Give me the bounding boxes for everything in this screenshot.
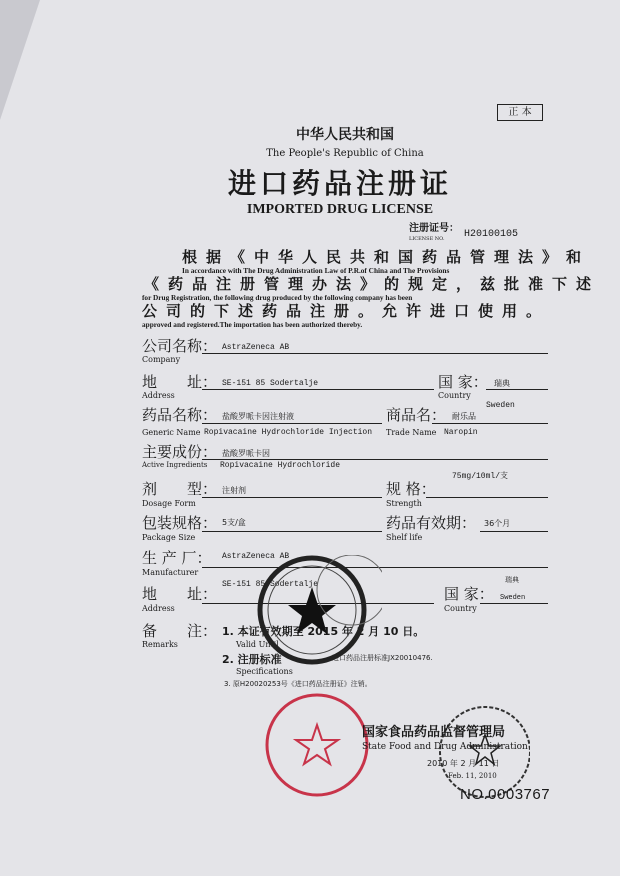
remarks-item-1-en: Valid Until bbox=[236, 640, 279, 649]
mfr-address-label: 地 址： bbox=[142, 585, 218, 603]
remarks-item-2: 2. 注册标准 bbox=[222, 653, 282, 666]
preamble-zh-1: 根据《中华人民共和国药品管理法》和 bbox=[182, 248, 591, 266]
mfr-address-label-en: Address bbox=[142, 604, 175, 613]
issuer-zh: 国家食品药品监督管理局 bbox=[362, 725, 506, 740]
trade-name-label-en: Trade Name bbox=[386, 428, 437, 437]
mfr-country-value-en: Sweden bbox=[500, 594, 526, 602]
country-en: The People's Republic of China bbox=[266, 148, 424, 159]
company-seal-red bbox=[262, 690, 372, 800]
active-value-en: Ropivacaine Hydrochloride bbox=[220, 461, 341, 470]
active-ingredients-label: 主要成份： bbox=[142, 443, 218, 461]
mfr-country-value-zh: 瑞典 bbox=[505, 576, 519, 584]
dosage-form-label: 剂 型： bbox=[142, 480, 218, 498]
license-number: H20100105 bbox=[464, 229, 519, 240]
trade-name-value-zh: 耐乐品 bbox=[452, 412, 476, 421]
preamble-en-1: In accordance with The Drug Administration Law of P.R.of China and The Provisions bbox=[182, 266, 450, 275]
strength-value: 75mg/10ml/支 bbox=[452, 472, 509, 481]
preamble-zh-3: 公司的下述药品注册。允许进口使用。 bbox=[142, 302, 551, 320]
shelf-life-label-en: Shelf life bbox=[386, 533, 423, 542]
mfr-address-value: SE-151 85 Sodertalje bbox=[222, 580, 319, 589]
trade-name-label: 商品名： bbox=[386, 406, 447, 424]
remarks-item-2-value: 进口药品注册标准JX20010476. bbox=[332, 654, 433, 662]
company-seal-black bbox=[242, 555, 382, 675]
title-zh: 进口药品注册证 bbox=[227, 167, 452, 200]
remarks-item-1: 1. 本证有效期至 2015 年 2 月 10 日。 bbox=[222, 625, 425, 638]
package-size-value: 5支/盒 bbox=[222, 518, 246, 527]
title-en: IMPORTED DRUG LICENSE bbox=[246, 202, 434, 217]
company-label-en: Company bbox=[142, 355, 181, 364]
preamble-en-3: approved and registered.The importation has been authorized thereby. bbox=[142, 320, 363, 329]
active-value-zh: 盐酸罗哌卡因 bbox=[222, 449, 270, 458]
original-copy-box: 正 本 bbox=[497, 104, 543, 121]
package-size-label: 包装规格： bbox=[142, 514, 218, 532]
strength-label: 规 格： bbox=[386, 480, 436, 498]
company-value: AstraZeneca AB bbox=[222, 343, 290, 352]
country-zh: 中华人民共和国 bbox=[296, 127, 394, 143]
remarks-label-en: Remarks bbox=[142, 640, 178, 649]
remarks-item-2-en: Specifications bbox=[236, 667, 293, 676]
country-value-en: Sweden bbox=[486, 401, 515, 410]
package-size-label-en: Package Size bbox=[142, 533, 196, 542]
trade-name-value-en: Naropin bbox=[444, 428, 478, 437]
remarks-item-3: 3. 原H20020253号《进口药品注册证》注销。 bbox=[224, 680, 372, 688]
generic-name-value-en: Ropivacaine Hydrochloride Injection bbox=[204, 428, 373, 437]
mfr-country-label-en: Country bbox=[444, 604, 477, 613]
preamble-en-2: for Drug Registration, the following drug produced by the following company has been bbox=[142, 293, 413, 302]
issue-date: 2010 年 2 月 11 日 bbox=[427, 759, 500, 768]
company-label: 公司名称： bbox=[142, 337, 218, 355]
mfr-country-label: 国 家： bbox=[444, 585, 494, 603]
issuer-en: State Food and Drug Administration bbox=[362, 742, 528, 752]
dosage-form-value: 注射剂 bbox=[222, 486, 246, 495]
active-ingredients-label-en: Active Ingredients bbox=[142, 461, 208, 469]
page-fold-shadow bbox=[0, 0, 40, 120]
manufacturer-value: AstraZeneca AB bbox=[222, 552, 290, 561]
shelf-life-label: 药品有效期： bbox=[386, 514, 477, 532]
dosage-form-label-en: Dosage Form bbox=[142, 499, 196, 508]
generic-name-value-zh: 盐酸罗哌卡因注射液 bbox=[222, 412, 294, 421]
serial-number: NO.0003767 bbox=[460, 786, 551, 803]
country-label: 国 家： bbox=[438, 373, 488, 391]
manufacturer-label: 生 产 厂： bbox=[142, 549, 212, 567]
generic-name-label: 药品名称： bbox=[142, 406, 218, 424]
remarks-label: 备 注： bbox=[142, 622, 218, 640]
generic-name-label-en: Generic Name bbox=[142, 428, 201, 437]
preamble-zh-2: 《药品注册管理办法》的规定，兹批准下述 bbox=[144, 275, 601, 293]
issue-date-en: Feb. 11, 2010 bbox=[448, 772, 497, 780]
country-value-zh: 瑞典 bbox=[494, 379, 510, 388]
country-label-en: Country bbox=[438, 391, 471, 400]
shelf-life-value: 36个月 bbox=[484, 519, 511, 528]
address-label-en: Address bbox=[142, 391, 175, 400]
address-label: 地 址： bbox=[142, 373, 218, 391]
manufacturer-label-en: Manufacturer bbox=[142, 568, 199, 577]
license-label-en: LICENSE NO. bbox=[409, 236, 445, 242]
address-value: SE-151 85 Sodertalje bbox=[222, 379, 319, 388]
license-label-zh: 注册证号： bbox=[409, 223, 459, 234]
strength-label-en: Strength bbox=[386, 499, 422, 508]
